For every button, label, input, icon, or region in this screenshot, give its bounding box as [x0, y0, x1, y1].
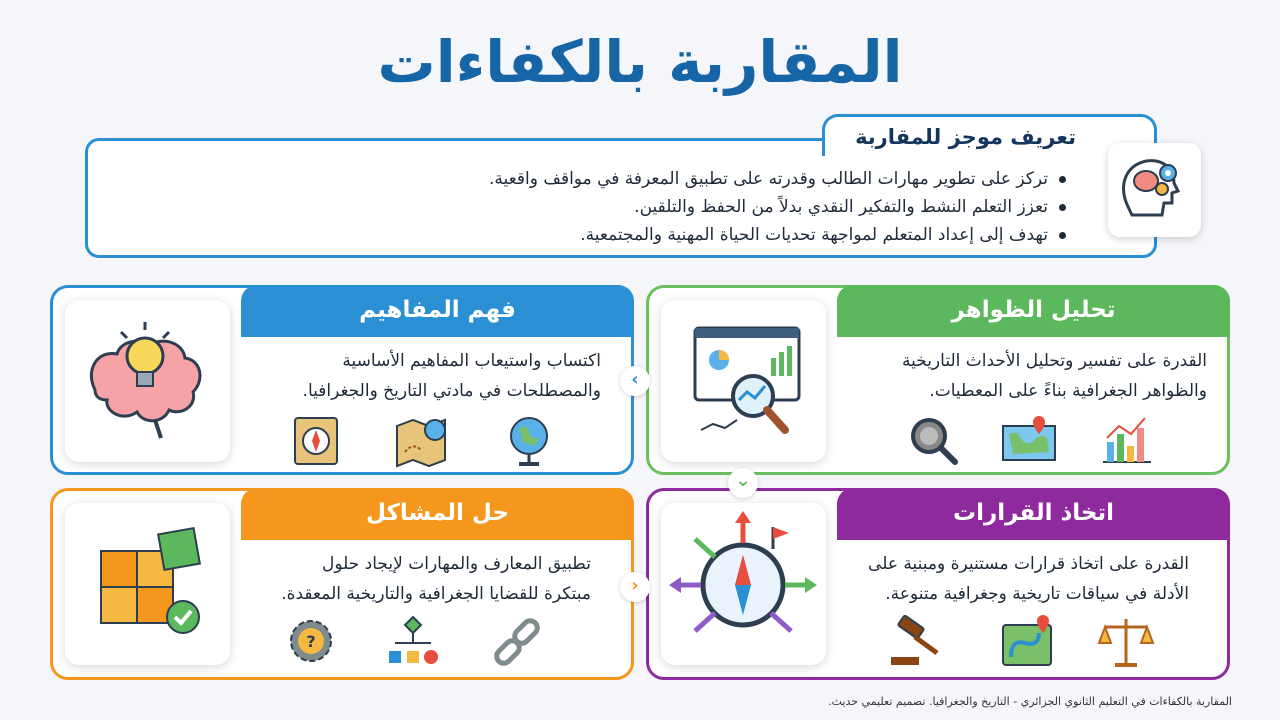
card-decisions [646, 488, 1230, 680]
broken-chain-icon [493, 613, 555, 671]
world-map-pins-icon [999, 412, 1061, 470]
data-analysis-icon [661, 300, 826, 462]
card-decisions-desc [868, 549, 1189, 609]
definition-box [85, 138, 1157, 258]
desc-line: مبتكرة للقضايا الجغرافية والتاريخية المعقدة. [281, 584, 591, 604]
compass-scroll-icon [287, 412, 349, 470]
definition-bullet: تركز على تطوير مهارات الطالب وقدرته على تطبيق المعرفة في مواقف واقعية. [489, 165, 1070, 193]
definition-list [489, 165, 1070, 249]
desc-line: والمصطلحات في مادتي التاريخ والجغرافيا. [302, 381, 601, 401]
card-concepts [50, 285, 634, 475]
card-problems [50, 488, 634, 680]
route-map-icon [999, 613, 1061, 671]
chevron-right-icon: › [620, 366, 650, 396]
definition-heading: تعريف موجز للمقاربة [822, 114, 1157, 156]
card-problems-desc [281, 549, 591, 609]
card-analysis-desc [902, 346, 1207, 406]
card-analysis [646, 285, 1230, 475]
gavel-icon [885, 613, 947, 671]
desc-line: الأدلة في سياقات تاريخية وجغرافية متنوعة. [885, 584, 1189, 604]
desc-line: اكتساب واستيعاب المفاهيم الأساسية [342, 351, 601, 371]
desc-line: تطبيق المعارف والمهارات لإيجاد حلول [322, 554, 591, 574]
flowchart-icon [383, 613, 445, 671]
brain-gears-icon [1108, 143, 1201, 237]
footer-note: المقاربة بالكفاءات في التعليم الثانوي الجزائري - التاريخ والجغرافيا. تصميم تعليمي حديث. [828, 695, 1232, 708]
desc-line: والظواهر الجغرافية بناءً على المعطيات. [929, 381, 1207, 401]
chevron-left-icon: ‹ [620, 572, 650, 602]
page-title: المقاربة بالكفاءات [377, 28, 903, 96]
definition-bullet: تعزز التعلم النشط والتفكير النقدي بدلاً من الحفظ والتلقين. [489, 193, 1070, 221]
compass-arrows-icon [661, 503, 826, 665]
card-concepts-title: فهم المفاهيم [241, 285, 634, 337]
definition-bullet: تهدف إلى إعداد المتعلم لمواجهة تحديات الحياة المهنية والمجتمعية. [489, 221, 1070, 249]
card-concepts-desc [303, 346, 601, 406]
chevron-down-icon: ⌄ [728, 468, 758, 498]
desc-line: القدرة على اتخاذ قرارات مستنيرة ومبنية على [868, 554, 1189, 574]
treasure-map-icon [393, 412, 455, 470]
question-gear-icon [281, 613, 343, 671]
magnifier-photo-icon [903, 412, 965, 470]
scales-icon [1095, 613, 1157, 671]
card-problems-title: حل المشاكل [241, 488, 634, 540]
globe-icon [499, 412, 561, 470]
card-decisions-title: اتخاذ القرارات [837, 488, 1230, 540]
brain-lightbulb-icon [65, 300, 230, 462]
bar-chart-icon [1095, 412, 1157, 470]
desc-line: القدرة على تفسير وتحليل الأحداث التاريخية [901, 351, 1207, 371]
card-analysis-title: تحليل الظواهر [837, 285, 1230, 337]
puzzle-check-icon [65, 503, 230, 665]
svg-text:?: ? [306, 632, 316, 651]
